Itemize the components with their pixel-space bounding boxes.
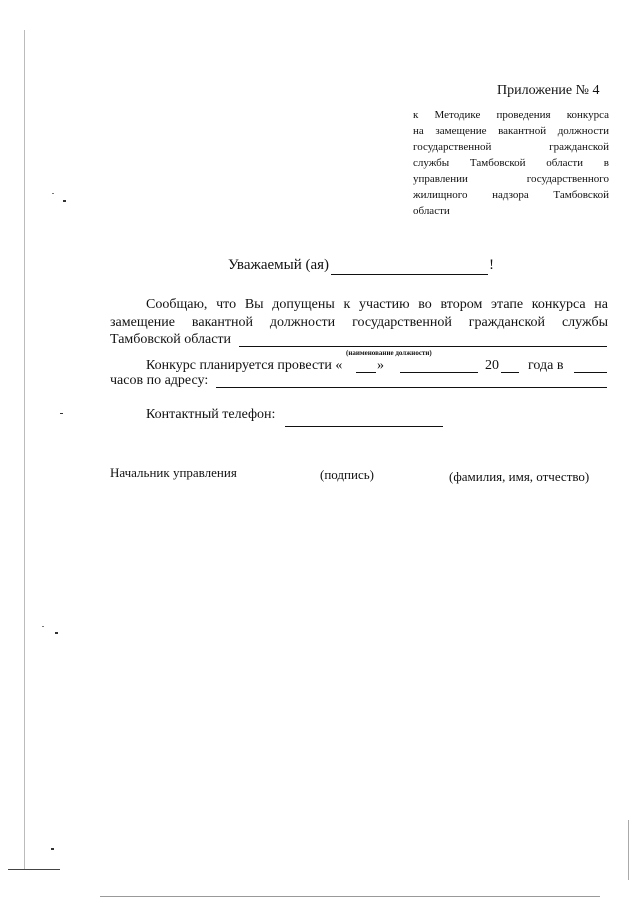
appendix-line: на замещение вакантной должности: [413, 125, 609, 137]
appendix-line: службы Тамбовской области в: [413, 157, 609, 169]
signature-caption: (подпись): [320, 467, 374, 482]
scan-speck: [52, 193, 54, 194]
contest-hour-field: [574, 372, 607, 373]
signatory-position: Начальник управления: [110, 465, 237, 480]
scan-bottom-line: [100, 896, 600, 897]
contest-year-field: [501, 372, 519, 373]
appendix-line: государственной гражданской: [413, 141, 609, 153]
contest-quote-close: »: [377, 358, 384, 373]
position-name-field: [239, 346, 607, 347]
appendix-line: к Методике проведения конкурса: [413, 109, 609, 121]
paragraph-1-line-1: Сообщаю, что Вы допущены к участию во втором этапе конкурса на: [146, 297, 608, 312]
scan-edge-right: [628, 820, 629, 880]
scan-speck: [51, 848, 54, 850]
scan-speck: [42, 626, 44, 627]
appendix-line: жилищного надзора Тамбовской: [413, 189, 609, 201]
appendix-line: управлении государственного: [413, 173, 609, 185]
contest-day-field: [356, 372, 376, 373]
contact-phone-field: [285, 426, 443, 427]
appendix-title: Приложение № 4: [497, 83, 600, 98]
contest-month-field: [400, 372, 478, 373]
contest-year-prefix: 20: [485, 358, 499, 373]
addressee-name-field: [331, 274, 488, 275]
contest-time-label: года в: [528, 358, 564, 373]
position-caption: (наименование должности): [346, 349, 432, 357]
appendix-reference: [413, 107, 609, 219]
contact-phone-label: Контактный телефон:: [146, 407, 276, 422]
appendix-line: области: [413, 205, 450, 217]
paragraph-1-line-3: Тамбовской области: [110, 332, 232, 347]
scan-edge-left: [24, 30, 25, 870]
salutation-exclamation: !: [489, 257, 494, 273]
scan-speck: [63, 200, 66, 202]
full-name-caption: (фамилия, имя, отчество): [449, 469, 590, 484]
paragraph-1-line-2: замещение вакантной должности государственной гражданской службы: [110, 315, 608, 330]
contest-address-label: часов по адресу:: [110, 373, 209, 388]
contest-address-field: [216, 387, 607, 388]
scan-speck: [55, 632, 58, 634]
scan-line: [8, 869, 60, 870]
salutation-label: Уважаемый (ая): [228, 257, 330, 273]
contest-plan-text: Конкурс планируется провести «: [146, 358, 343, 373]
scan-speck: [60, 413, 63, 414]
